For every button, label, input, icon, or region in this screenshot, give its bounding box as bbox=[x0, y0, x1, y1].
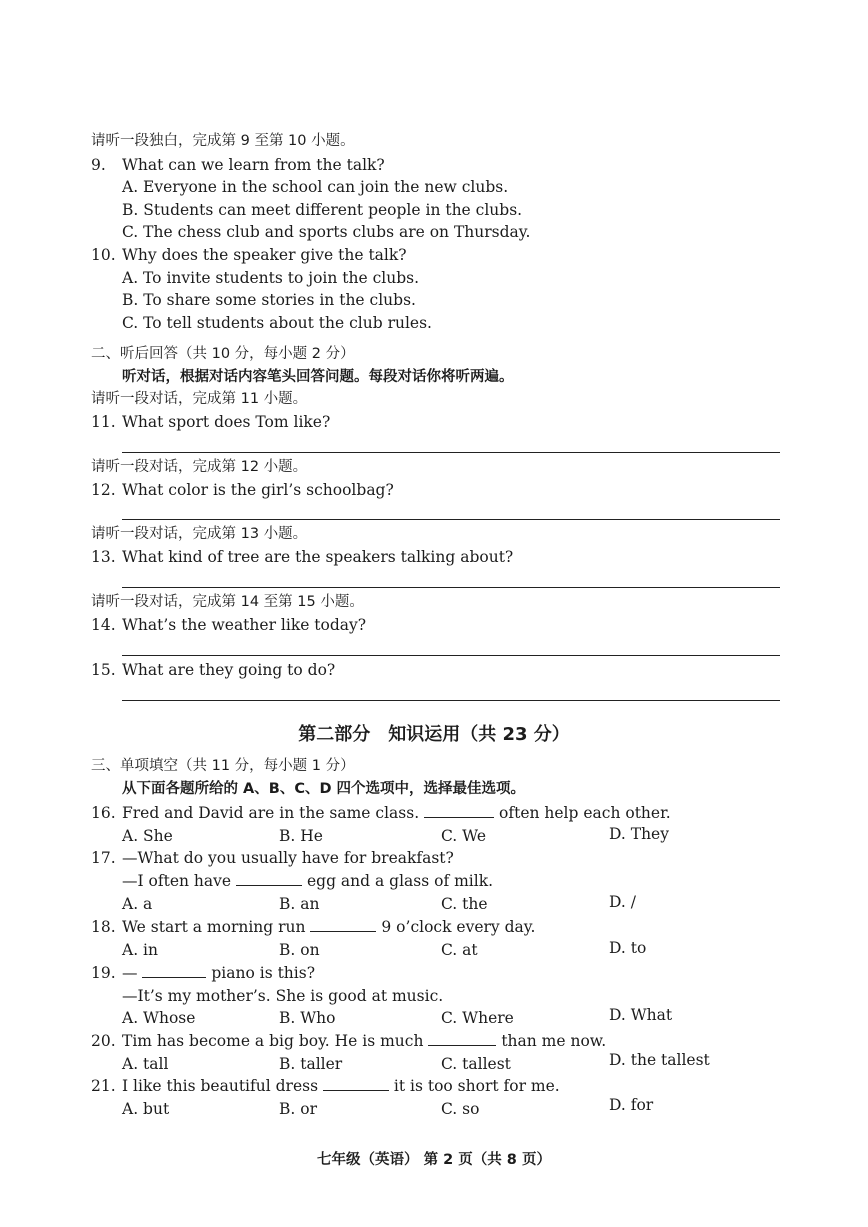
page-footer: 七年级（英语） 第 2 页（共 8 页） bbox=[317, 1152, 551, 1168]
q17-option-b[interactable]: B. an bbox=[279, 895, 320, 913]
q10-option-c: C. To tell students about the club rules. bbox=[122, 314, 432, 332]
q21-stem-before: I like this beautiful dress bbox=[122, 1077, 319, 1095]
q18-stem-after: 9 o’clock every day. bbox=[381, 918, 536, 936]
q19-option-d[interactable]: D. What bbox=[609, 1006, 673, 1024]
question-number-18: 18. bbox=[91, 918, 116, 936]
q21-stem-after: it is too short for me. bbox=[393, 1077, 560, 1095]
question-13-text: What kind of tree are the speakers talking about? bbox=[122, 548, 514, 566]
q19-blank[interactable] bbox=[142, 963, 206, 978]
q21-option-d[interactable]: D. for bbox=[609, 1096, 654, 1114]
answer-line-15[interactable] bbox=[122, 700, 780, 701]
q21-blank[interactable] bbox=[323, 1076, 389, 1091]
question-number-9: 9. bbox=[91, 156, 106, 174]
q19-stem-after: piano is this? bbox=[211, 964, 316, 982]
q16-stem-before: Fred and David are in the same class. bbox=[122, 804, 420, 822]
question-20-stem bbox=[122, 1031, 606, 1051]
q18-option-a[interactable]: A. in bbox=[122, 941, 158, 959]
q16-option-d[interactable]: D. They bbox=[609, 825, 669, 843]
q21-option-a[interactable]: A. but bbox=[122, 1100, 170, 1118]
q17-blank[interactable] bbox=[236, 871, 302, 886]
q20-blank[interactable] bbox=[428, 1031, 496, 1046]
q20-stem-after: than me now. bbox=[501, 1032, 607, 1050]
q20-option-d[interactable]: D. the tallest bbox=[609, 1051, 710, 1069]
part-2-title: 第二部分 知识运用（共 23 分） bbox=[298, 724, 570, 745]
question-19-stem bbox=[122, 963, 315, 983]
q9-option-b: B. Students can meet different people in the clubs. bbox=[122, 201, 523, 219]
question-16-stem bbox=[122, 803, 671, 823]
question-12-text: What color is the girl’s schoolbag? bbox=[122, 481, 394, 499]
section-3-instruction: 从下面各题所给的 A、B、C、D 四个选项中，选择最佳选项。 bbox=[122, 781, 526, 797]
q18-stem-before: We start a morning run bbox=[122, 918, 306, 936]
question-15-text: What are they going to do? bbox=[122, 661, 336, 679]
listen-intro-12: 请听一段对话，完成第 12 小题。 bbox=[91, 459, 308, 475]
q16-blank[interactable] bbox=[424, 803, 494, 818]
q19-option-b[interactable]: B. Who bbox=[279, 1009, 336, 1027]
answer-line-11[interactable] bbox=[122, 452, 780, 453]
question-number-13: 13. bbox=[91, 548, 116, 566]
question-number-17: 17. bbox=[91, 849, 116, 867]
question-number-12: 12. bbox=[91, 481, 116, 499]
answer-line-12[interactable] bbox=[122, 519, 780, 520]
q18-blank[interactable] bbox=[310, 917, 376, 932]
q17-option-c[interactable]: C. the bbox=[441, 895, 488, 913]
question-number-19: 19. bbox=[91, 964, 116, 982]
q19-stem-before: — bbox=[122, 964, 138, 982]
question-number-15: 15. bbox=[91, 661, 116, 679]
q16-option-a[interactable]: A. She bbox=[122, 827, 173, 845]
q17-stem-before: —I often have bbox=[122, 872, 232, 890]
question-number-20: 20. bbox=[91, 1032, 116, 1050]
q18-option-b[interactable]: B. on bbox=[279, 941, 320, 959]
question-17-stem bbox=[122, 871, 493, 891]
listen-intro-14-15: 请听一段对话，完成第 14 至第 15 小题。 bbox=[91, 594, 364, 610]
q17-stem-after: egg and a glass of milk. bbox=[306, 872, 494, 890]
answer-line-14[interactable] bbox=[122, 655, 780, 656]
question-14-text: What’s the weather like today? bbox=[122, 616, 367, 634]
q17-option-a[interactable]: A. a bbox=[122, 895, 153, 913]
question-10-text: Why does the speaker give the talk? bbox=[122, 246, 407, 264]
q21-option-b[interactable]: B. or bbox=[279, 1100, 317, 1118]
q20-stem-before: Tim has become a big boy. He is much bbox=[122, 1032, 424, 1050]
q19-option-a[interactable]: A. Whose bbox=[122, 1009, 196, 1027]
q21-option-c[interactable]: C. so bbox=[441, 1100, 480, 1118]
listen-intro-11: 请听一段对话，完成第 11 小题。 bbox=[91, 391, 308, 407]
question-number-16: 16. bbox=[91, 804, 116, 822]
listen-intro-9-10: 请听一段独白，完成第 9 至第 10 小题。 bbox=[91, 133, 355, 149]
q9-option-c: C. The chess club and sports clubs are on Thursday. bbox=[122, 223, 531, 241]
answer-line-13[interactable] bbox=[122, 587, 780, 588]
q10-option-b: B. To share some stories in the clubs. bbox=[122, 291, 416, 309]
question-21-stem bbox=[122, 1076, 560, 1096]
q16-stem-after: often help each other. bbox=[499, 804, 671, 822]
question-9-text: What can we learn from the talk? bbox=[122, 156, 385, 174]
q20-option-b[interactable]: B. taller bbox=[279, 1055, 343, 1073]
q19-option-c[interactable]: C. Where bbox=[441, 1009, 514, 1027]
q16-option-b[interactable]: B. He bbox=[279, 827, 323, 845]
question-11-text: What sport does Tom like? bbox=[122, 413, 331, 431]
section-2-instruction: 听对话，根据对话内容笔头回答问题。每段对话你将听两遍。 bbox=[122, 369, 514, 385]
question-18-stem bbox=[122, 917, 535, 937]
q16-option-c[interactable]: C. We bbox=[441, 827, 487, 845]
q18-option-c[interactable]: C. at bbox=[441, 941, 478, 959]
q20-option-a[interactable]: A. tall bbox=[122, 1055, 169, 1073]
question-number-21: 21. bbox=[91, 1077, 116, 1095]
question-number-11: 11. bbox=[91, 413, 116, 431]
listen-intro-13: 请听一段对话，完成第 13 小题。 bbox=[91, 526, 308, 542]
q18-option-d[interactable]: D. to bbox=[609, 939, 647, 957]
q9-option-a: A. Everyone in the school can join the new clubs. bbox=[122, 178, 509, 196]
question-19-line-2: —It’s my mother’s. She is good at music. bbox=[122, 987, 444, 1005]
q20-option-c[interactable]: C. tallest bbox=[441, 1055, 511, 1073]
section-3-heading: 三、单项填空（共 11 分，每小题 1 分） bbox=[91, 758, 355, 774]
q10-option-a: A. To invite students to join the clubs. bbox=[122, 269, 420, 287]
section-2-heading: 二、听后回答（共 10 分，每小题 2 分） bbox=[91, 346, 355, 362]
question-17-line-1: —What do you usually have for breakfast? bbox=[122, 849, 454, 867]
question-number-14: 14. bbox=[91, 616, 116, 634]
q17-option-d[interactable]: D. / bbox=[609, 893, 636, 911]
question-number-10: 10. bbox=[91, 246, 116, 264]
